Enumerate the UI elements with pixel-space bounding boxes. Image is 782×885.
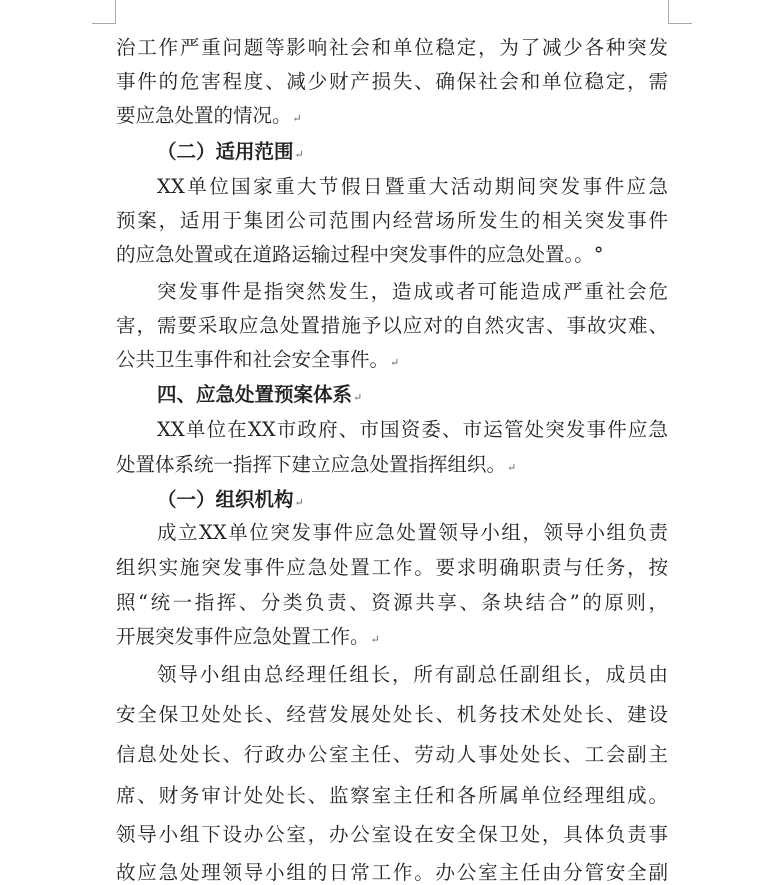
text-line: 治工作严重问题等影响社会和单位稳定，为了减少各种突发 <box>116 36 668 59</box>
text-line-content: 公共卫生事件和社会安全事件。 <box>116 348 390 371</box>
period-circle-mark: 。° <box>574 243 604 266</box>
text-line-content: 开展突发事件应急处置工作。 <box>116 625 370 648</box>
text-line: 事件的危害程度、减少财产损失、确保社会和单位稳定，需 <box>116 70 668 93</box>
section-heading-text: （一）组织机构 <box>157 488 294 511</box>
text-line: 领导小组由总经理任组长，所有副总任副组长，成员由 <box>157 663 668 686</box>
text-line <box>116 453 668 480</box>
text-line: 突发事件是指突然发生，造成或者可能造成严重社会危 <box>157 280 668 303</box>
text-line <box>116 243 668 267</box>
margin-corner-mark-left <box>92 0 116 24</box>
section-heading <box>157 383 668 410</box>
text-line: XX单位在XX市政府、市国资委、市运管处突发事件应急 <box>157 418 668 441</box>
text-line <box>116 625 668 652</box>
margin-corner-mark-right <box>668 0 692 24</box>
paragraph-mark-icon: ↵ <box>292 112 302 125</box>
text-line-content: 要应急处置的情况。 <box>116 104 292 127</box>
paragraph-mark-icon: ↵ <box>507 461 517 474</box>
text-line: 领导小组下设办公室，办公室设在安全保卫处，具体负责事 <box>116 823 668 846</box>
section-heading-text: （二）适用范围 <box>157 140 294 163</box>
text-line <box>116 348 668 375</box>
paragraph-mark-icon: ↵ <box>390 356 400 369</box>
text-line-content: 处置体系统一指挥下建立应急处置指挥组织。 <box>116 453 507 476</box>
text-line: 预案，适用于集团公司范围内经营场所发生的相关突发事件 <box>116 209 668 232</box>
paragraph-mark-icon: ↵ <box>294 496 304 509</box>
text-line: 安全保卫处处长、经营发展处处长、机务技术处处长、建设 <box>116 703 668 726</box>
text-line: 故应急处理领导小组的日常工作。办公室主任由分管安全副 <box>116 861 668 884</box>
paragraph-mark-icon: ↵ <box>370 633 380 646</box>
text-line: 席、财务审计处处长、监察室主任和各所属单位经理组成。 <box>116 784 668 807</box>
paragraph-mark-icon: ↵ <box>353 391 363 404</box>
section-heading <box>157 488 668 515</box>
section-heading <box>157 140 668 167</box>
text-line-content: 的应急处置或在道路运输过程中突发事件的应急处置。 <box>116 243 575 266</box>
text-line: 组织实施突发事件应急处置工作。要求明确职责与任务，按 <box>116 556 668 579</box>
text-line <box>116 104 668 131</box>
text-line: XX单位国家重大节假日暨重大活动期间突发事件应急 <box>157 175 668 198</box>
paragraph-mark-icon: ↵ <box>294 148 304 161</box>
text-line: 照“统一指挥、分类负责、资源共享、条块结合”的原则， <box>116 591 668 614</box>
text-line: 信息处处长、行政办公室主任、劳动人事处处长、工会副主 <box>116 743 668 766</box>
section-heading-text: 四、应急处置预案体系 <box>157 383 353 406</box>
text-line: 成立XX单位突发事件应急处置领导小组，领导小组负责 <box>157 521 668 544</box>
text-line: 害，需要采取应急处置措施予以应对的自然灾害、事故灾难、 <box>116 314 668 337</box>
